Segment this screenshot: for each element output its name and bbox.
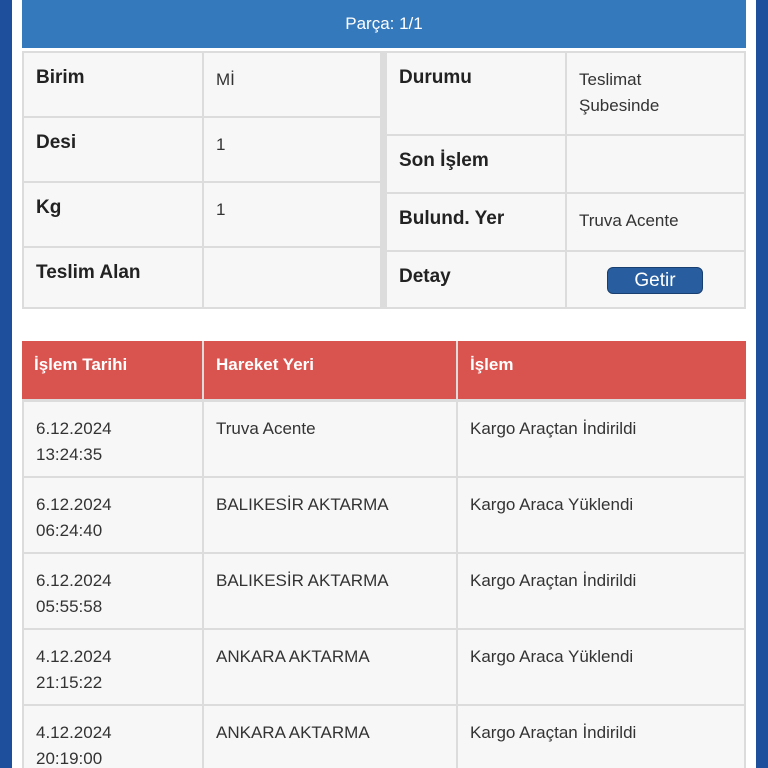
page xyxy=(12,0,756,768)
detay-label: Detay xyxy=(387,252,565,307)
part-banner xyxy=(22,0,746,48)
son-islem-value xyxy=(567,136,744,192)
row-datetime xyxy=(24,630,202,704)
durumu-value-line2: Şubesinde xyxy=(579,96,660,115)
row-time: 06:24:40 xyxy=(36,521,103,540)
desi-value: 1 xyxy=(204,118,380,181)
bulund-yer-label: Bulund. Yer xyxy=(387,194,565,250)
table-row xyxy=(22,630,746,706)
teslim-alan-label: Teslim Alan xyxy=(24,248,202,307)
row-datetime xyxy=(24,478,202,552)
table-row xyxy=(22,706,746,768)
kg-label: Kg xyxy=(24,183,202,246)
teslim-alan-value xyxy=(204,248,380,307)
row-place: BALIKESİR AKTARMA xyxy=(204,554,456,628)
row-place: ANKARA AKTARMA xyxy=(204,630,456,704)
row-date: 6.12.2024 xyxy=(36,571,112,590)
row-date: 6.12.2024 xyxy=(36,419,112,438)
row-place: Truva Acente xyxy=(204,402,456,476)
row-action: Kargo Araçtan İndirildi xyxy=(458,706,744,768)
detay-cell xyxy=(567,252,744,307)
row-action: Kargo Araca Yüklendi xyxy=(458,630,744,704)
durumu-label: Durumu xyxy=(387,53,565,134)
durumu-value xyxy=(567,53,744,134)
row-time: 21:15:22 xyxy=(36,673,103,692)
table-row xyxy=(22,478,746,554)
row-place: BALIKESİR AKTARMA xyxy=(204,478,456,552)
birim-label: Birim xyxy=(24,53,202,116)
shipment-info-table xyxy=(22,51,746,309)
bulund-yer-value: Truva Acente xyxy=(567,194,744,250)
kg-value: 1 xyxy=(204,183,380,246)
getir-button[interactable]: Getir xyxy=(607,267,703,294)
movement-history-table xyxy=(22,341,746,768)
row-action: Kargo Araçtan İndirildi xyxy=(458,554,744,628)
table-row xyxy=(22,554,746,630)
part-banner-title: Parça: 1/1 xyxy=(345,14,423,33)
row-datetime xyxy=(24,706,202,768)
desi-label: Desi xyxy=(24,118,202,181)
row-time: 13:24:35 xyxy=(36,445,103,464)
table-row xyxy=(22,402,746,478)
row-date: 6.12.2024 xyxy=(36,495,112,514)
row-action: Kargo Araçtan İndirildi xyxy=(458,402,744,476)
row-action: Kargo Araca Yüklendi xyxy=(458,478,744,552)
header-islem: İşlem xyxy=(458,341,746,399)
row-time: 20:19:00 xyxy=(36,749,103,768)
son-islem-label: Son İşlem xyxy=(387,136,565,192)
header-islem-tarihi: İşlem Tarihi xyxy=(22,341,202,399)
row-date: 4.12.2024 xyxy=(36,723,112,742)
row-time: 05:55:58 xyxy=(36,597,103,616)
row-datetime xyxy=(24,554,202,628)
row-datetime xyxy=(24,402,202,476)
durumu-value-line1: Teslimat xyxy=(579,70,642,89)
header-hareket-yeri: Hareket Yeri xyxy=(204,341,456,399)
birim-value: Mİ xyxy=(204,53,380,116)
row-place: ANKARA AKTARMA xyxy=(204,706,456,768)
row-date: 4.12.2024 xyxy=(36,647,112,666)
